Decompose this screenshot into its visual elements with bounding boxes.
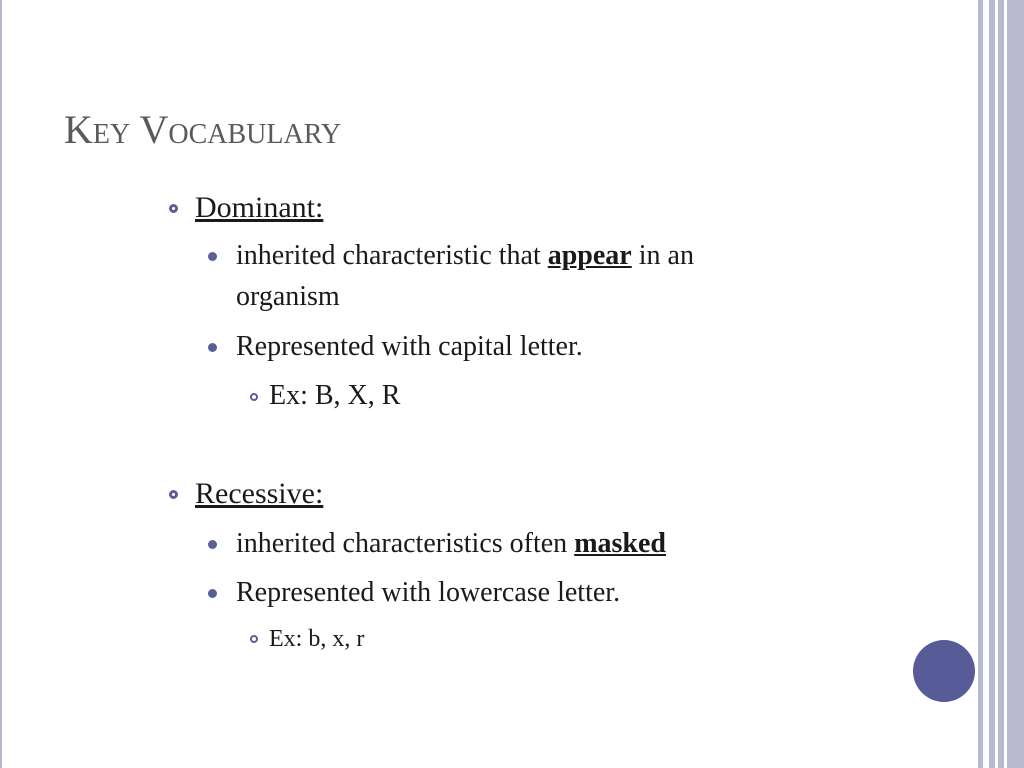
item-emphasis: masked <box>574 528 666 559</box>
section-heading-dominant <box>195 190 323 226</box>
bullet-dot-icon <box>208 343 217 352</box>
right-rail-stripe <box>1007 0 1024 768</box>
section-bullet-icon <box>169 490 178 499</box>
list-item-continuation: organism <box>236 281 340 312</box>
corner-circle-decoration <box>913 640 975 702</box>
item-emphasis: appear <box>547 240 632 271</box>
example-text: Ex: B, X, R <box>269 380 401 411</box>
slide-title: Key Vocabulary <box>64 107 342 152</box>
list-item <box>236 526 666 562</box>
section-heading-recessive <box>195 476 323 512</box>
item-text: in an <box>631 240 694 271</box>
section-heading-text: Dominant: <box>195 191 324 224</box>
bullet-dot-icon <box>208 589 217 598</box>
section-heading-text: Recessive: <box>195 477 324 510</box>
section-bullet-icon <box>169 204 178 213</box>
sub-bullet-icon <box>250 393 258 401</box>
sub-bullet-icon <box>250 635 258 643</box>
list-item: Represented with capital letter. <box>236 331 583 362</box>
list-item <box>236 238 694 274</box>
list-item: Represented with lowercase letter. <box>236 577 621 608</box>
bullet-dot-icon <box>208 252 217 261</box>
bullet-dot-icon <box>208 540 217 549</box>
item-text: inherited characteristic that <box>236 240 548 271</box>
item-text: inherited characteristics often <box>236 528 575 559</box>
example-text: Ex: b, x, r <box>269 626 365 652</box>
